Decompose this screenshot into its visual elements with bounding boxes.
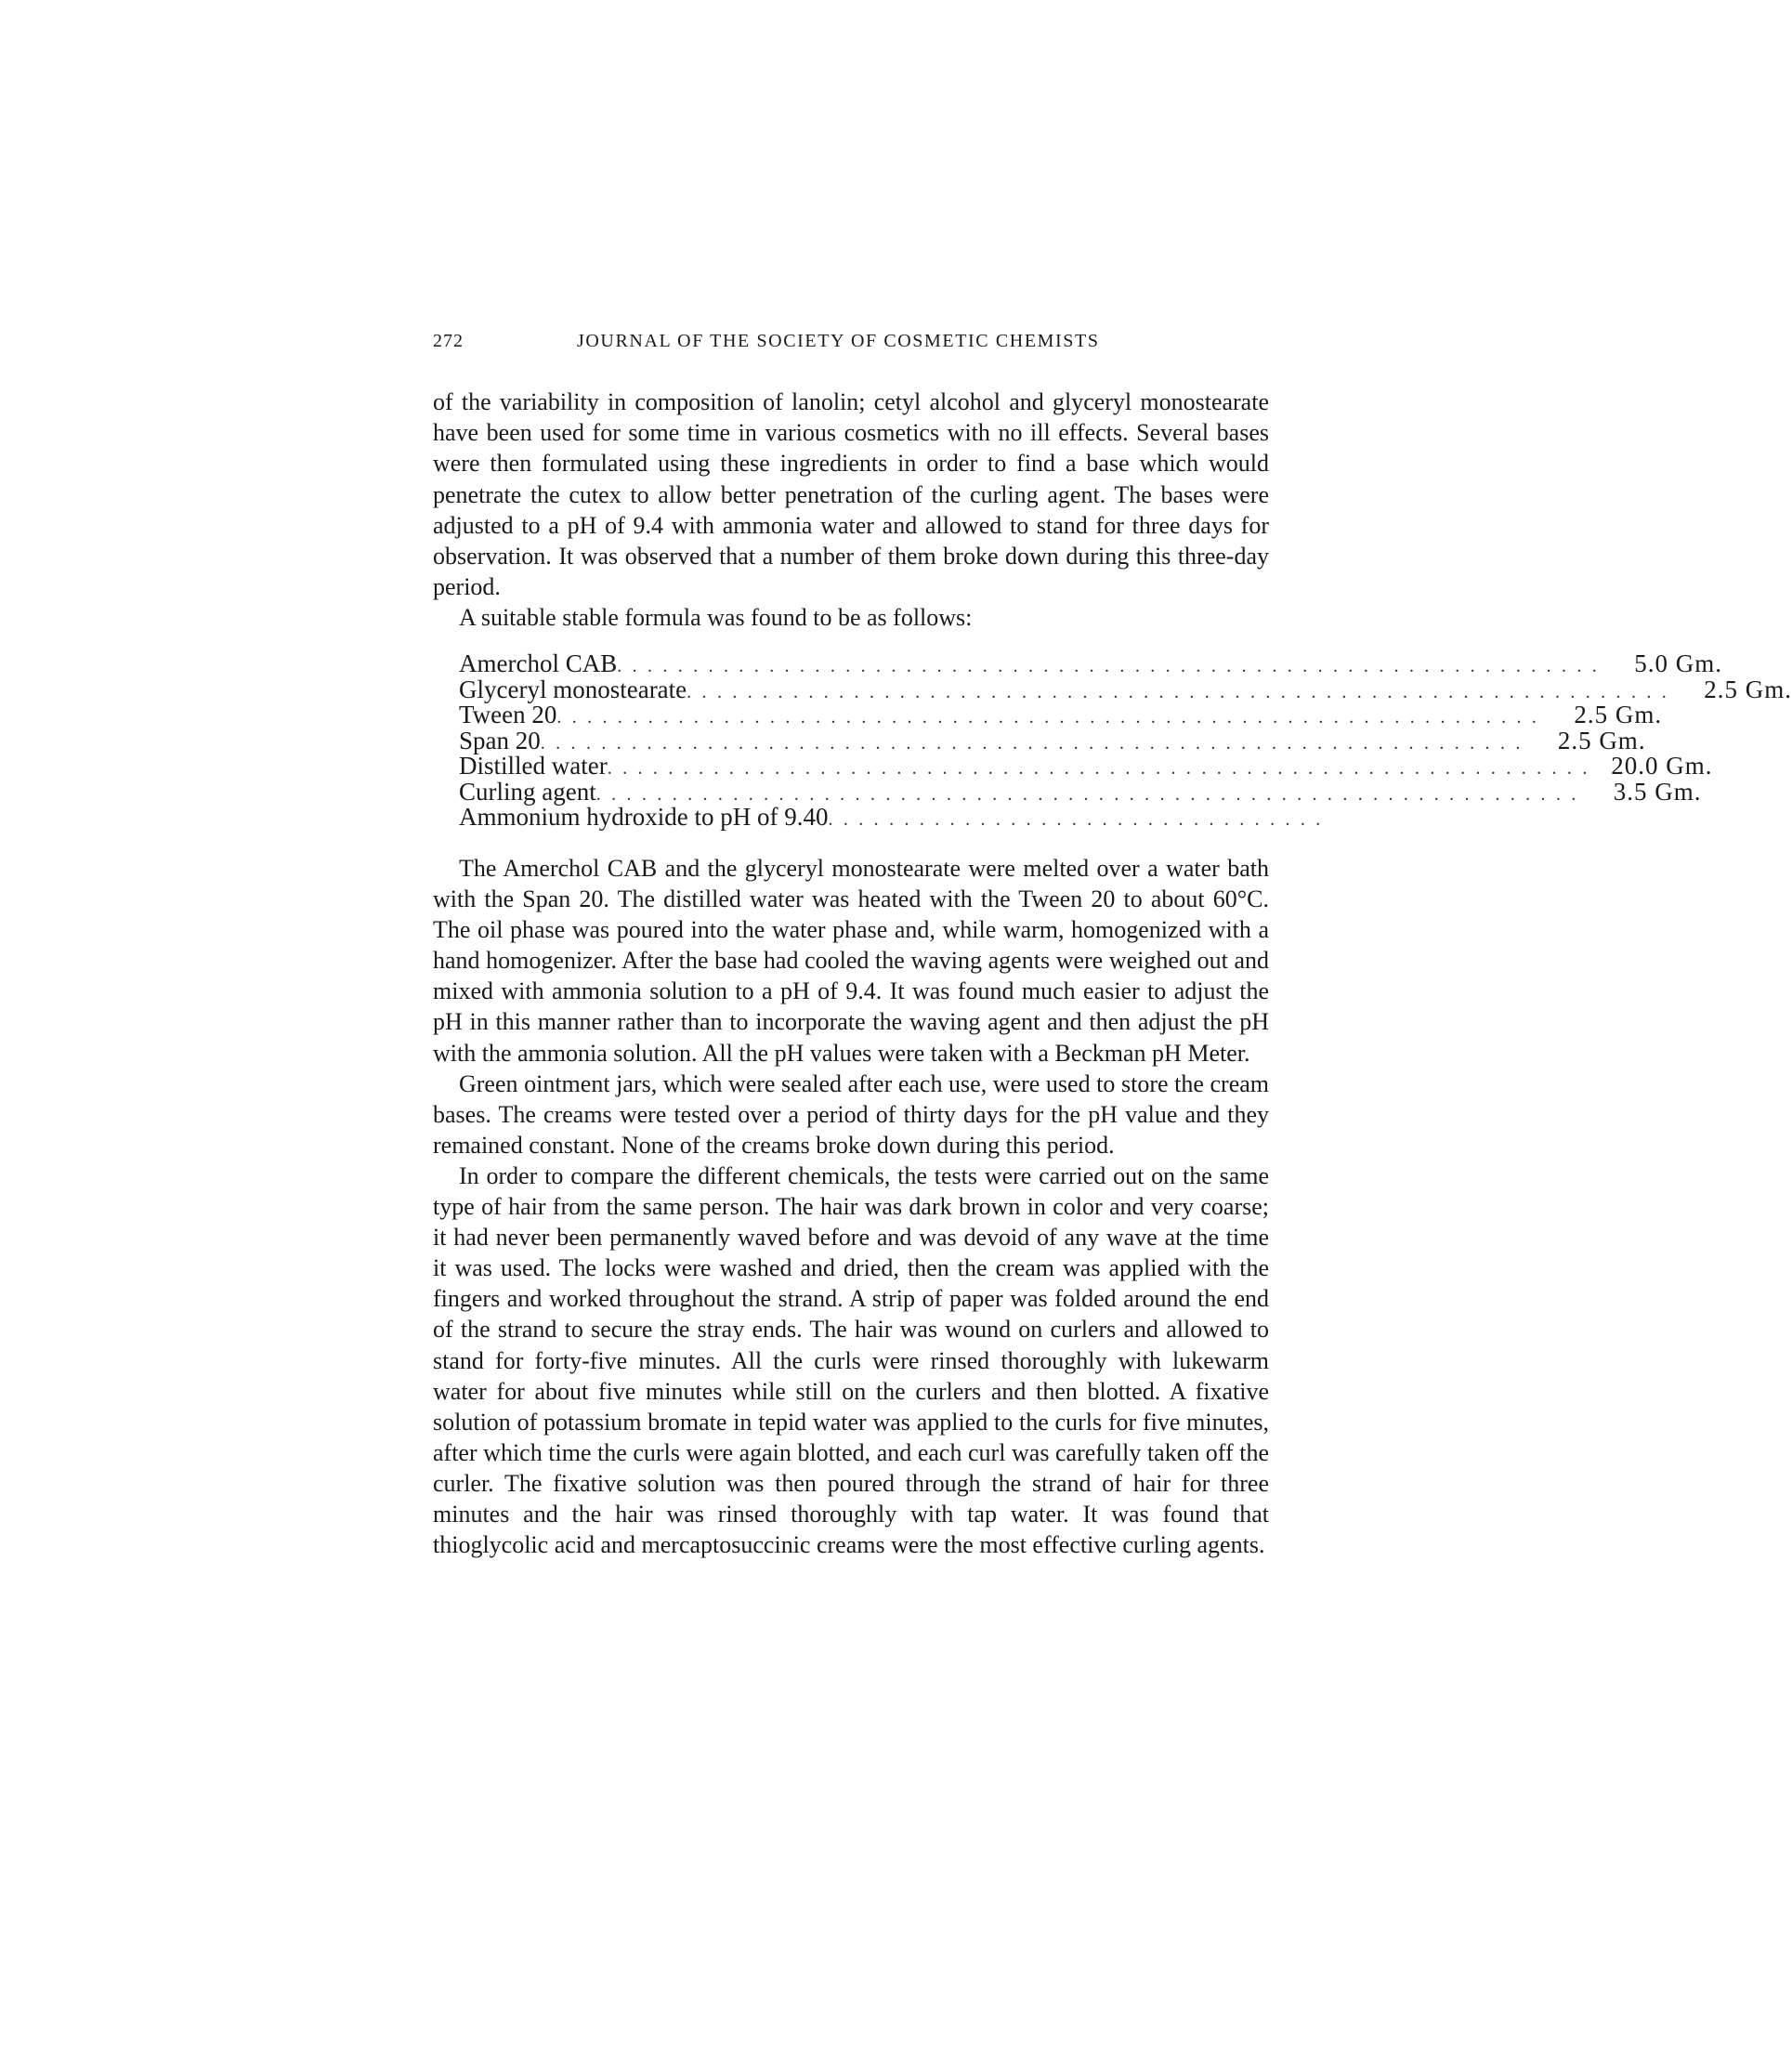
intro-section xyxy=(433,387,1269,634)
journal-title: JOURNAL OF THE SOCIETY OF COSMETIC CHEMISTS xyxy=(577,331,1100,351)
formula-row xyxy=(459,726,1646,754)
leader-dots: . . . . . . . . . . . . . . . . . . . . . . . . . . . . . . . . . . . . . . . . . . . . . . . . . . . . . . . . . . . . . . . . . xyxy=(556,707,1540,728)
body-section xyxy=(433,853,1269,1560)
running-head xyxy=(433,331,1269,359)
body-paragraph: In order to compare the different chemicals, the tests were carried out on the same type of hair from the same person. The hair was dark brown in color and very coarse; it had never been permanently waved before and was devoid of any wave at the time it was used. The locks were washed and dried, then the cream was applied with the fingers and worked throughout the strand. A strip of paper was folded around the end of the strand to secure the stray ends. The hair was wound on curlers and allowed to stand for forty-five minutes. All the curls were rinsed thoroughly with lukewarm water for about five minutes while still on the curlers and then blotted. A fixative solution of potassium bromate in tepid water was applied to the curls for five minutes, after which time the curls were again blotted, and each curl was carefully taken off the curler. The fixative solution was then poured through the strand of hair for three minutes and the hair was rinsed thoroughly with tap water. It was found that thioglycolic acid and mercaptosuccinic creams were the most effective curling agents. xyxy=(433,1161,1269,1559)
formula-table xyxy=(459,649,1792,831)
ingredient-name: Ammonium hydroxide to pH of 9.40 xyxy=(459,803,829,831)
leader-dots: . . . . . . . . . . . . . . . . . . . . . . . . . . . . . . . . . xyxy=(828,809,1324,830)
formula-lead: A suitable stable formula was found to be as follows: xyxy=(459,604,973,632)
ingredient-name: Distilled water xyxy=(459,752,608,780)
leader-dots: . . . . . . . . . . . . . . . . . . . . . . . . . . . . . . . . . . . . . . . . . . . . . . . . . . . . . . . . . . . . . . . . . xyxy=(687,681,1669,702)
page-number: 272 xyxy=(433,331,464,351)
ingredient-amount: 2.5 Gm. xyxy=(1557,726,1646,754)
formula-row xyxy=(459,649,1723,677)
ingredient-amount: 3.5 Gm. xyxy=(1613,777,1702,806)
ingredient-amount: 2.5 Gm. xyxy=(1574,701,1663,728)
formula-row xyxy=(459,803,1324,831)
ingredient-name: Span 20 xyxy=(459,726,541,754)
leader-dots: . . . . . . . . . . . . . . . . . . . . . . . . . . . . . . . . . . . . . . . . . . . . . . . . . . . . . . . . . . . . . . . . . xyxy=(540,732,1524,754)
formula-row xyxy=(459,752,1713,780)
body-paragraph: Green ointment jars, which were sealed after each use, were used to store the cream bases. The creams were tested over a period of thirty days for the pH value and they remained constant. None of the creams broke down during this period. xyxy=(433,1069,1269,1159)
formula-row xyxy=(459,675,1792,703)
formula-row xyxy=(459,701,1663,728)
ingredient-name: Curling agent xyxy=(459,777,596,806)
intro-paragraph: of the variability in composition of lanolin; cetyl alcohol and glyceryl monostearate have been used for some time in various cosmetics with no ill effects. Several bases were then formulated using these ingredients in order to find a base which would penetrate the cutex to allow better penetration of the curling agent. The bases were adjusted to a pH of 9.4 with ammonia water and allowed to stand for three days for observation. It was observed that a number of them broke down during this three-day period. xyxy=(433,388,1269,601)
ingredient-amount: 5.0 Gm. xyxy=(1634,649,1723,677)
ingredient-name: Amerchol CAB xyxy=(459,649,618,677)
ingredient-name: Glyceryl monostearate xyxy=(459,675,687,703)
leader-dots: . . . . . . . . . . . . . . . . . . . . . . . . . . . . . . . . . . . . . . . . . . . . . . . . . . . . . . . . . . . . . . . . . xyxy=(607,758,1590,779)
body-paragraph: The Amerchol CAB and the glyceryl monostearate were melted over a water bath with the Span 20. The distilled water was heated with the Tween 20 to about 60°C. The oil phase was poured into the water phase and, while warm, homogenized with a hand homogenizer. After the base had cooled the waving agents were weighed out and mixed with ammonia solution to a pH of 9.4. It was found much easier to adjust the pH in this manner rather than to incorporate the waving agent and then adjust the pH with the ammonia solution. All the pH values were taken with a Beckman pH Meter. xyxy=(433,855,1269,1067)
formula-row xyxy=(459,777,1702,806)
ingredient-amount: 20.0 Gm. xyxy=(1611,752,1713,780)
leader-dots: . . . . . . . . . . . . . . . . . . . . . . . . . . . . . . . . . . . . . . . . . . . . . . . . . . . . . . . . . . . . . . . . . xyxy=(595,783,1579,805)
leader-dots: . . . . . . . . . . . . . . . . . . . . . . . . . . . . . . . . . . . . . . . . . . . . . . . . . . . . . . . . . . . . . . . . . xyxy=(617,656,1601,676)
ingredient-name: Tween 20 xyxy=(459,701,557,728)
ingredient-amount: 2.5 Gm. xyxy=(1704,675,1792,703)
